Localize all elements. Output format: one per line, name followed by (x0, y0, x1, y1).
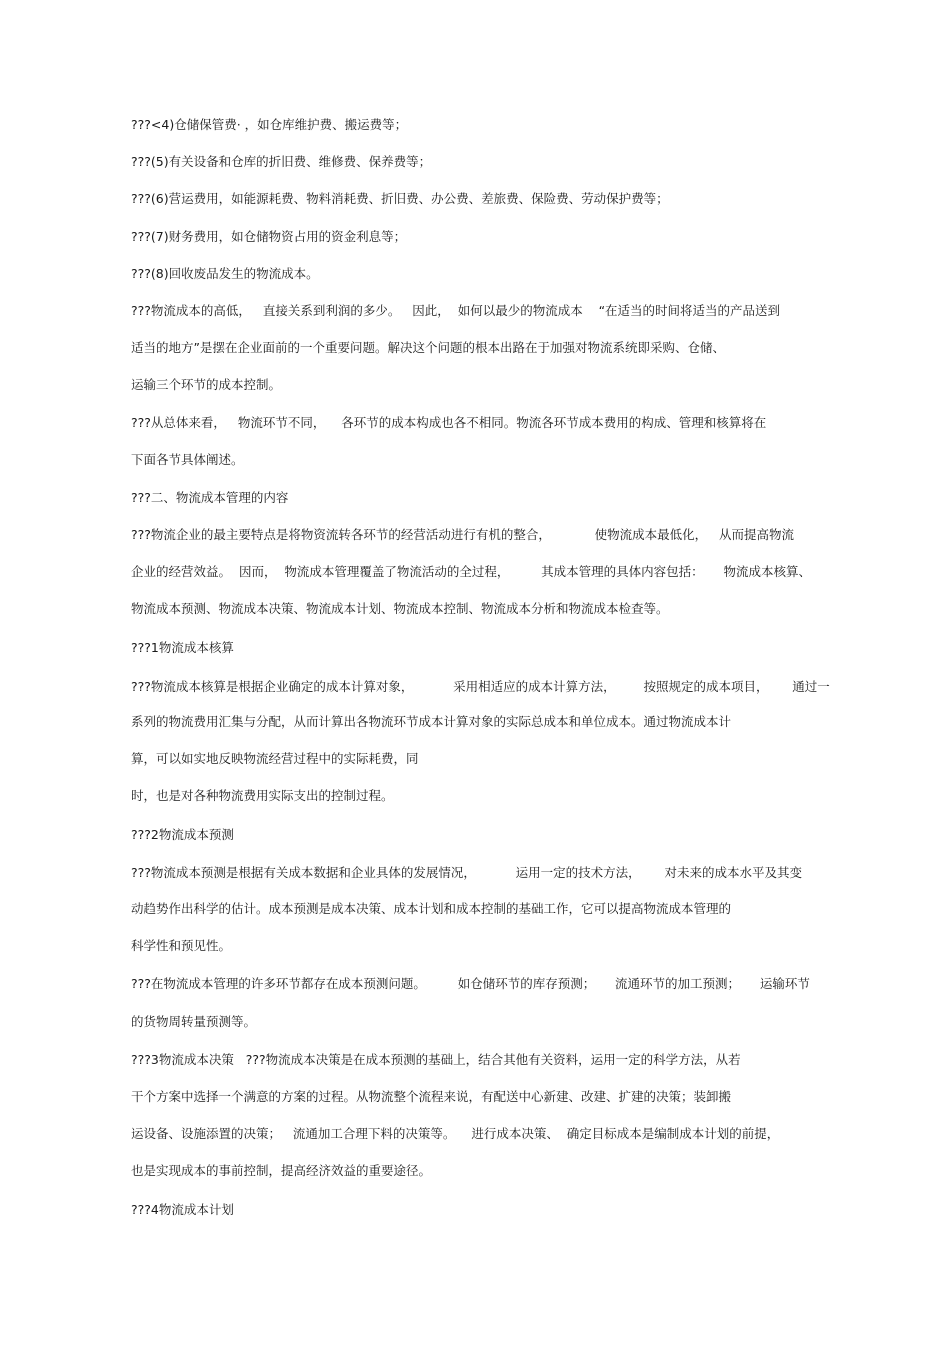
text-line: 时，也是对各种物流费用实际支出的控制过程。 (131, 788, 394, 803)
section-heading: ???二、物流成本管理的内容 (131, 490, 289, 505)
text-line: ???(5)有关设备和仓库的折旧费、维修费、保养费等； (131, 154, 432, 169)
text-line: ???(7)财务费用，如仓储物资占用的资金利息等； (131, 229, 407, 244)
text-line: 物流成本预测、物流成本决策、物流成本计划、物流成本控制、物流成本分析和物流成本检查等。 (131, 601, 669, 616)
text-line: ???物流成本核算是根据企业确定的成本计算对象， 采用相适应的成本计算方法， 按照规定的成本项目， 通过一 (131, 679, 830, 694)
text-line: ???物流成本预测是根据有关成本数据和企业具体的发展情况， 运用一定的技术方法， 对未来的成本水平及其变 (131, 865, 802, 880)
text-line: 下面各节具体阐述。 (131, 452, 244, 467)
text-line: 也是实现成本的事前控制，提高经济效益的重要途径。 (131, 1163, 432, 1178)
subsection-heading: ???2物流成本预测 (131, 827, 234, 842)
subsection-heading: ???4物流成本计划 (131, 1202, 234, 1217)
text-line: 干个方案中选择一个满意的方案的过程。从物流整个流程来说，有配送中心新建、改建、扩建的决策；装卸搬 (131, 1089, 732, 1104)
text-line: ???(8)回收废品发生的物流成本。 (131, 266, 319, 281)
text-line: ???从总体来看， 物流环节不同， 各环节的成本构成也各不相同。物流各环节成本费用的构成、管理和核算将在 (131, 415, 767, 430)
text-line: 运设备、设施添置的决策； 流通加工合理下料的决策等。 进行成本决策、 确定目标成本是编制成本计划的前提， (131, 1126, 780, 1141)
text-line: ???物流企业的最主要特点是将物资流转各环节的经营活动进行有机的整合， 使物流成本最低化， 从而提高物流 (131, 527, 795, 542)
text-line: 科学性和预见性。 (131, 938, 232, 953)
subsection-heading: ???1物流成本核算 (131, 640, 234, 655)
text-line: 企业的经营效益。 因而， 物流成本管理覆盖了物流活动的全过程， 其成本管理的具体内容包括： 物流成本核算、 (131, 564, 812, 579)
text-line: ???在物流成本管理的许多环节都存在成本预测问题。 如仓储环节的库存预测； 流通环节的加工预测； 运输环节 (131, 976, 810, 991)
subsection-heading: ???3物流成本决策 ???物流成本决策是在成本预测的基础上，结合其他有关资料，运用一定的科学方法，从若 (131, 1052, 741, 1067)
text-line: ???(6)营运费用，如能源耗费、物料消耗费、折旧费、办公费、差旅费、保险费、劳动保护费等； (131, 191, 669, 206)
text-line: 动趋势作出科学的估计。成本预测是成本决策、成本计划和成本控制的基础工作，它可以提高物流成本管理的 (131, 901, 732, 916)
text-line: ???物流成本的高低， 直接关系到利润的多少。 因此， 如何以最少的物流成本 “在适当的时间将适当的产品送到 (131, 303, 781, 318)
text-line: 算，可以如实地反映物流经营过程中的实际耗费，同 (131, 751, 419, 766)
text-line: 适当的地方”是摆在企业面前的一个重要问题。解决这个问题的根本出路在于加强对物流系统即采购、仓储、 (131, 340, 725, 355)
text-line: ???<4)仓储保管费· ，如仓库维护费、搬运费等； (131, 117, 408, 132)
text-line: 系列的物流费用汇集与分配，从而计算出各物流环节成本计算对象的实际总成本和单位成本。通过物流成本计 (131, 714, 732, 729)
text-line: 运输三个环节的成本控制。 (131, 377, 282, 392)
text-line: 的货物周转量预测等。 (131, 1014, 257, 1029)
